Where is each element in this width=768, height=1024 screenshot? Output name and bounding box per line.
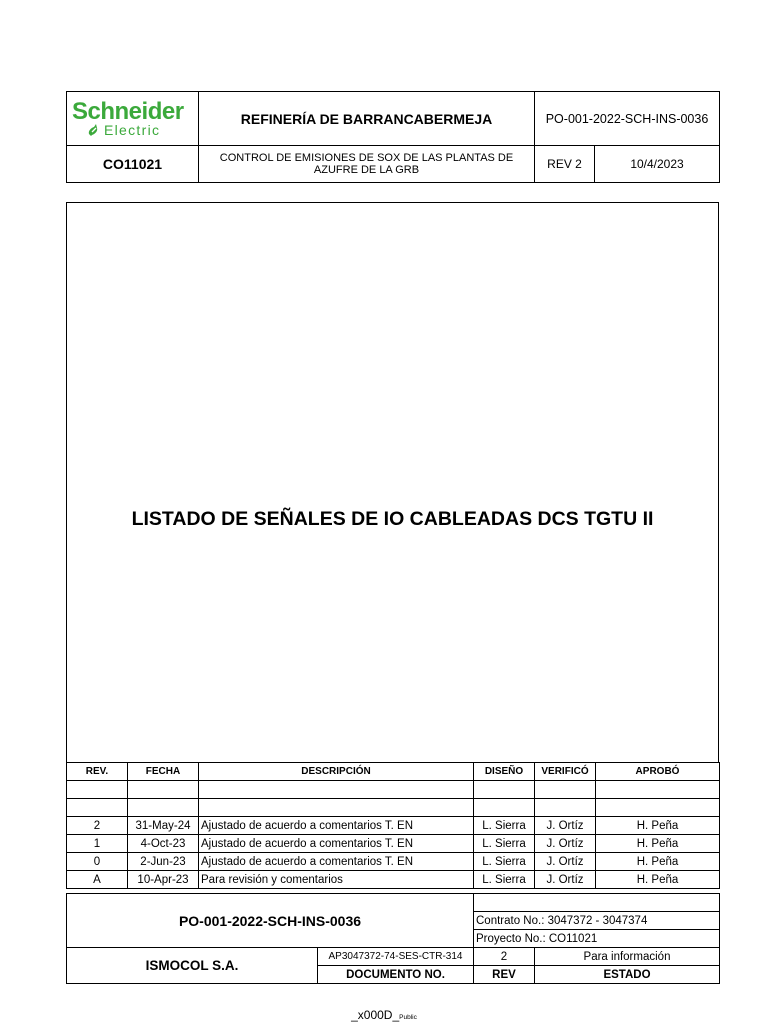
col-header-description: DESCRIPCIÓN — [199, 763, 474, 781]
contractor-name: ISMOCOL S.A. — [67, 948, 318, 984]
cell-rev: 0 — [67, 853, 128, 871]
cell-design: L. Sierra — [474, 871, 535, 889]
cell-approved: H. Peña — [596, 835, 720, 853]
cell-design: L. Sierra — [474, 817, 535, 835]
project-number: Proyecto No.: CO11021 — [474, 930, 720, 948]
company-name: REFINERÍA DE BARRANCABERMEJA — [199, 92, 535, 146]
cell-approved: H. Peña — [596, 871, 720, 889]
cell-rev — [67, 781, 128, 799]
cover-frame — [66, 202, 719, 763]
cell-approved: H. Peña — [596, 853, 720, 871]
footer-table — [66, 893, 720, 984]
table-row — [67, 871, 720, 889]
document-title: LISTADO DE SEÑALES DE IO CABLEADAS DCS TGTU II — [131, 508, 654, 530]
table-row — [67, 853, 720, 871]
cell-description: Para revisión y comentarios — [199, 871, 474, 889]
logo-line1: Schneider — [72, 98, 184, 125]
cell-verified: J. Ortíz — [535, 817, 596, 835]
footer-status-value: Para información — [535, 948, 720, 966]
cell-verified — [535, 781, 596, 799]
logo-mark-icon — [87, 123, 101, 137]
page-footer-text: _x000D_ — [351, 1008, 400, 1022]
col-header-rev: REV. — [67, 763, 128, 781]
footer-rev-value: 2 — [474, 948, 535, 966]
col-header-design: DISEÑO — [474, 763, 535, 781]
cell-approved — [596, 799, 720, 817]
table-row — [67, 817, 720, 835]
cell-description: Ajustado de acuerdo a comentarios T. EN — [199, 835, 474, 853]
col-header-date: FECHA — [128, 763, 199, 781]
cell-date: 31-May-24 — [128, 817, 199, 835]
cell-design: L. Sierra — [474, 835, 535, 853]
footer-doc-code: PO-001-2022-SCH-INS-0036 — [67, 894, 474, 948]
cell-approved: H. Peña — [596, 817, 720, 835]
cell-design — [474, 781, 535, 799]
col-header-approved: APROBÓ — [596, 763, 720, 781]
cell-rev — [67, 799, 128, 817]
cell-date: 2-Jun-23 — [128, 853, 199, 871]
cell-date — [128, 799, 199, 817]
contract-number: Contrato No.: 3047372 - 3047374 — [474, 912, 720, 930]
cell-verified — [535, 799, 596, 817]
revision-header-row — [67, 763, 720, 781]
cell-design: L. Sierra — [474, 853, 535, 871]
classification-tag: Public — [399, 1014, 417, 1021]
document-number: AP3047372-74-SES-CTR-314 — [318, 948, 474, 966]
table-row — [67, 799, 720, 817]
cell-description: Ajustado de acuerdo a comentarios T. EN — [199, 853, 474, 871]
logo-line2: Electric — [104, 122, 161, 138]
project-title: CONTROL DE EMISIONES DE SOX DE LAS PLANTAS DE AZUFRE DE LA GRB — [199, 146, 535, 183]
header-date: 10/4/2023 — [595, 146, 720, 183]
cell-date: 10-Apr-23 — [128, 871, 199, 889]
cell-description: Ajustado de acuerdo a comentarios T. EN — [199, 817, 474, 835]
cell-date — [128, 781, 199, 799]
header-doc-code: PO-001-2022-SCH-INS-0036 — [535, 92, 720, 146]
document-number-label: DOCUMENTO NO. — [318, 966, 474, 984]
cell-rev: 2 — [67, 817, 128, 835]
cell-design — [474, 799, 535, 817]
page-footer — [0, 1008, 768, 1022]
header-table — [66, 91, 720, 183]
cell-verified: J. Ortíz — [535, 853, 596, 871]
logo-cell — [67, 92, 199, 146]
cell-verified: J. Ortíz — [535, 835, 596, 853]
schneider-electric-logo — [69, 92, 196, 145]
footer-empty-cell — [474, 894, 720, 912]
cell-verified: J. Ortíz — [535, 871, 596, 889]
cell-description — [199, 781, 474, 799]
project-code: CO11021 — [67, 146, 199, 183]
cell-rev: A — [67, 871, 128, 889]
revision-table — [66, 762, 720, 889]
table-row — [67, 835, 720, 853]
table-row — [67, 781, 720, 799]
col-header-verified: VERIFICÓ — [535, 763, 596, 781]
cell-date: 4-Oct-23 — [128, 835, 199, 853]
cell-description — [199, 799, 474, 817]
header-revision: REV 2 — [535, 146, 595, 183]
cell-rev: 1 — [67, 835, 128, 853]
rev-label: REV — [474, 966, 535, 984]
cell-approved — [596, 781, 720, 799]
status-label: ESTADO — [535, 966, 720, 984]
